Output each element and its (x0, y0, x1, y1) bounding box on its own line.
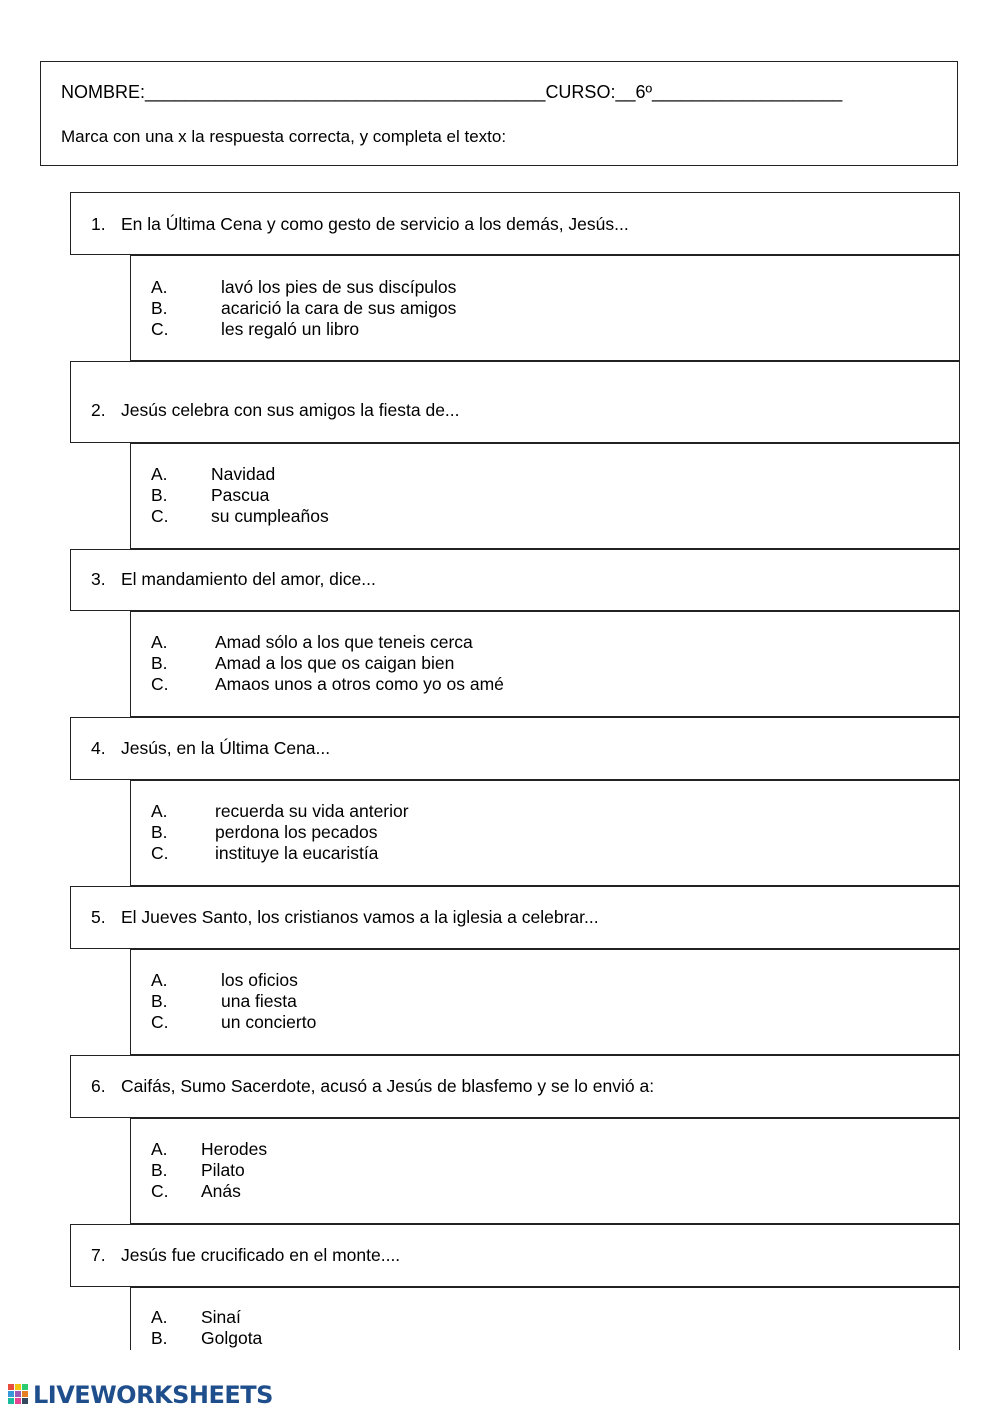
question-text (91, 569, 376, 590)
option-letter: A. (151, 1307, 168, 1327)
name-course-line (61, 82, 842, 103)
curso-field[interactable]: CURSO:__6º___________________ (545, 82, 843, 102)
option-text: Amad sólo a los que teneis cerca (215, 632, 473, 652)
option-letter: B. (151, 298, 168, 318)
option-text: recuerda su vida anterior (215, 801, 409, 821)
options-7 (130, 1287, 960, 1350)
options-3 (130, 611, 960, 717)
option-text: Sinaí (201, 1307, 241, 1327)
option-c[interactable] (151, 674, 504, 695)
option-text: les regaló un libro (221, 319, 360, 339)
option-text: Amad a los que os caigan bien (215, 653, 455, 673)
option-letter: A. (151, 632, 168, 652)
option-letter: A. (151, 1139, 168, 1159)
options-4 (130, 780, 960, 886)
option-c[interactable] (151, 1012, 316, 1033)
question-text (91, 400, 460, 421)
option-text: Amaos unos a otros como yo os amé (215, 674, 504, 694)
option-text: Anás (201, 1181, 241, 1201)
option-text: Golgota (201, 1328, 263, 1348)
option-a[interactable] (151, 464, 275, 485)
option-text: una fiesta (221, 991, 297, 1011)
option-b[interactable] (151, 485, 269, 506)
option-b[interactable] (151, 653, 454, 674)
option-letter: C. (151, 674, 169, 694)
option-letter: B. (151, 1160, 168, 1180)
option-letter: B. (151, 485, 168, 505)
option-c[interactable] (151, 1181, 241, 1202)
liveworksheets-logo-icon (8, 1384, 30, 1406)
question-number: 7. (91, 1245, 106, 1265)
option-letter: B. (151, 653, 168, 673)
option-c[interactable] (151, 506, 329, 527)
options-1 (130, 255, 960, 361)
option-letter: A. (151, 464, 168, 484)
option-text: lavó los pies de sus discípulos (221, 277, 457, 297)
option-letter: C. (151, 506, 169, 526)
question-number: 1. (91, 214, 106, 234)
question-7 (70, 1224, 960, 1287)
option-a[interactable] (151, 801, 409, 822)
student-info-box (40, 61, 958, 166)
options-5 (130, 949, 960, 1055)
option-b[interactable] (151, 1328, 262, 1349)
question-2 (70, 361, 960, 443)
option-letter: A. (151, 277, 168, 297)
option-text: Navidad (211, 464, 276, 484)
option-a[interactable] (151, 970, 298, 991)
question-6 (70, 1055, 960, 1118)
options-2 (130, 443, 960, 549)
nombre-field[interactable]: NOMBRE:________________________________________ (61, 82, 546, 102)
option-b[interactable] (151, 822, 377, 843)
question-number: 2. (91, 400, 106, 420)
question-5 (70, 886, 960, 949)
option-letter: C. (151, 843, 169, 863)
question-label: Jesús, en la Última Cena... (121, 738, 331, 758)
option-letter: B. (151, 991, 168, 1011)
options-6 (130, 1118, 960, 1224)
option-a[interactable] (151, 277, 456, 298)
option-text: Herodes (201, 1139, 268, 1159)
question-text (91, 738, 330, 759)
option-letter: A. (151, 970, 168, 990)
option-text: instituye la eucaristía (215, 843, 379, 863)
question-3 (70, 549, 960, 611)
option-letter: B. (151, 1328, 168, 1348)
question-number: 4. (91, 738, 106, 758)
option-letter: B. (151, 822, 168, 842)
option-letter: C. (151, 1012, 169, 1032)
question-number: 5. (91, 907, 106, 927)
question-label: Jesús fue crucificado en el monte.... (121, 1245, 401, 1265)
instructions: Marca con una x la respuesta correcta, y completa el texto: (61, 127, 507, 146)
option-text: acarició la cara de sus amigos (221, 298, 457, 318)
option-b[interactable] (151, 991, 297, 1012)
question-label: Jesús celebra con sus amigos la fiesta de... (121, 400, 460, 420)
option-c[interactable] (151, 843, 378, 864)
option-text: los oficios (221, 970, 298, 990)
brand-name: LIVEWORKSHEETS (33, 1381, 273, 1409)
question-label: El Jueves Santo, los cristianos vamos a la iglesia a celebrar... (121, 907, 599, 927)
option-text: perdona los pecados (215, 822, 378, 842)
question-label: El mandamiento del amor, dice... (121, 569, 376, 589)
option-a[interactable] (151, 632, 473, 653)
question-number: 3. (91, 569, 106, 589)
question-label: En la Última Cena y como gesto de servicio a los demás, Jesús... (121, 214, 629, 234)
option-text: Pascua (211, 485, 270, 505)
question-text (91, 1245, 400, 1266)
option-b[interactable] (151, 1160, 245, 1181)
question-number: 6. (91, 1076, 106, 1096)
option-letter: A. (151, 801, 168, 821)
question-label: Caifás, Sumo Sacerdote, acusó a Jesús de blasfemo y se lo envió a: (121, 1076, 655, 1096)
option-text: su cumpleaños (211, 506, 329, 526)
question-text (91, 1076, 654, 1097)
option-letter: C. (151, 319, 169, 339)
question-1 (70, 192, 960, 255)
question-text (91, 907, 599, 928)
footer-logo (8, 1381, 273, 1409)
option-text: Pilato (201, 1160, 245, 1180)
question-4 (70, 717, 960, 780)
option-c[interactable] (151, 319, 359, 340)
option-text: un concierto (221, 1012, 317, 1032)
option-letter: C. (151, 1181, 169, 1201)
option-a[interactable] (151, 1139, 267, 1160)
question-text (91, 214, 629, 235)
option-b[interactable] (151, 298, 456, 319)
option-a[interactable] (151, 1307, 241, 1328)
